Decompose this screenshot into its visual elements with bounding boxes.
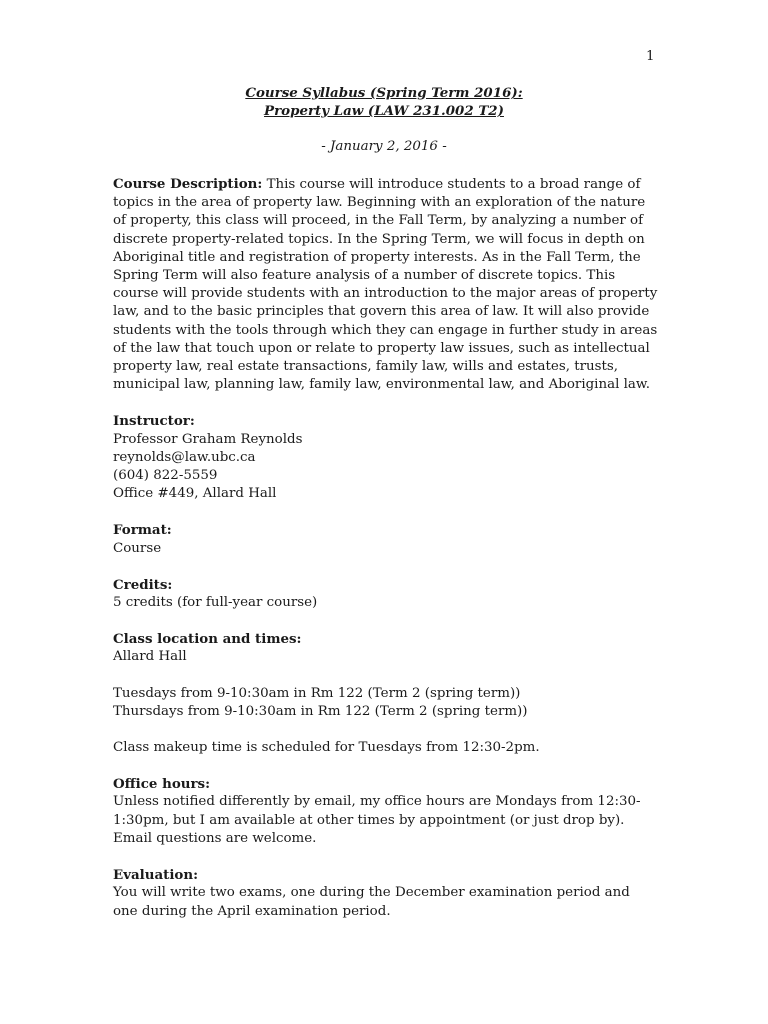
page-number: 1 [646,49,655,64]
instructor-section [113,412,658,503]
instructor-name: Professor Graham Reynolds [113,431,303,447]
course-description-label: Course Description: [113,176,263,192]
format-section [113,521,658,557]
evaluation-section [113,866,658,921]
office-hours-section [113,775,658,848]
course-subtitle: Property Law (LAW 231.002 T2) [264,103,504,119]
syllabus-content [113,175,658,939]
credits-label: Credits: [113,576,173,593]
evaluation-label: Evaluation: [113,867,199,884]
course-title: Course Syllabus (Spring Term 2016): [245,85,523,101]
location-building: Allard Hall [113,649,187,665]
course-description-section [113,175,658,394]
makeup-section [113,739,658,757]
class-times-section [113,685,658,721]
instructor-phone: (604) 822-5559 [113,468,218,484]
credits-value: 5 credits (for full-year course) [113,595,318,611]
course-description-text: This course will introduce students to a broad range of topics in the area of property law. Beginning with an exploration of the nature of property, this class will proceed, in the Fall Term, by analyzing a number of discrete property-related topics. In the Spring Term, we will focus in depth on Aboriginal title and registration of property interests. As in the Fall Term, the Spring Term will also feature analysis of a number of discrete topics. This course will provide students with an introduction to the major areas of property law, and to the basic principles that govern this area of law. It will also provide students with the tools through which they can engage in further study in areas of the law that touch upon or relate to property law issues, such as intellectual property law, real estate transactions, family law, wills and estates, trusts, municipal law, planning law, family law, environmental law, and Aboriginal law. [113,177,658,393]
office-hours-label: Office hours: [113,776,211,793]
format-value: Course [113,540,162,556]
office-hours-text: Unless notified differently by email, my office hours are Mondays from 12:30-1:30pm, but I am available at other times by appointment (or just drop by). Email questions are welcome. [113,794,641,846]
instructor-office: Office #449, Allard Hall [113,486,277,502]
course-description [113,175,658,394]
credits-section [113,576,658,612]
location-label: Class location and times: [113,631,302,648]
title-block [0,84,768,120]
instructor-label: Instructor: [113,413,195,430]
format-label: Format: [113,522,172,539]
class-time-thursday: Thursdays from 9-10:30am in Rm 122 (Term 2 (spring term)) [113,703,528,719]
document-date: - January 2, 2016 - [321,139,447,154]
location-section [113,630,658,666]
class-time-tuesday: Tuesdays from 9-10:30am in Rm 122 (Term 2 (spring term)) [113,685,521,701]
makeup-time: Class makeup time is scheduled for Tuesdays from 12:30-2pm. [113,740,540,756]
evaluation-text: You will write two exams, one during the December examination period and one during the April examination period. [113,885,630,919]
instructor-email: reynolds@law.ubc.ca [113,449,256,465]
